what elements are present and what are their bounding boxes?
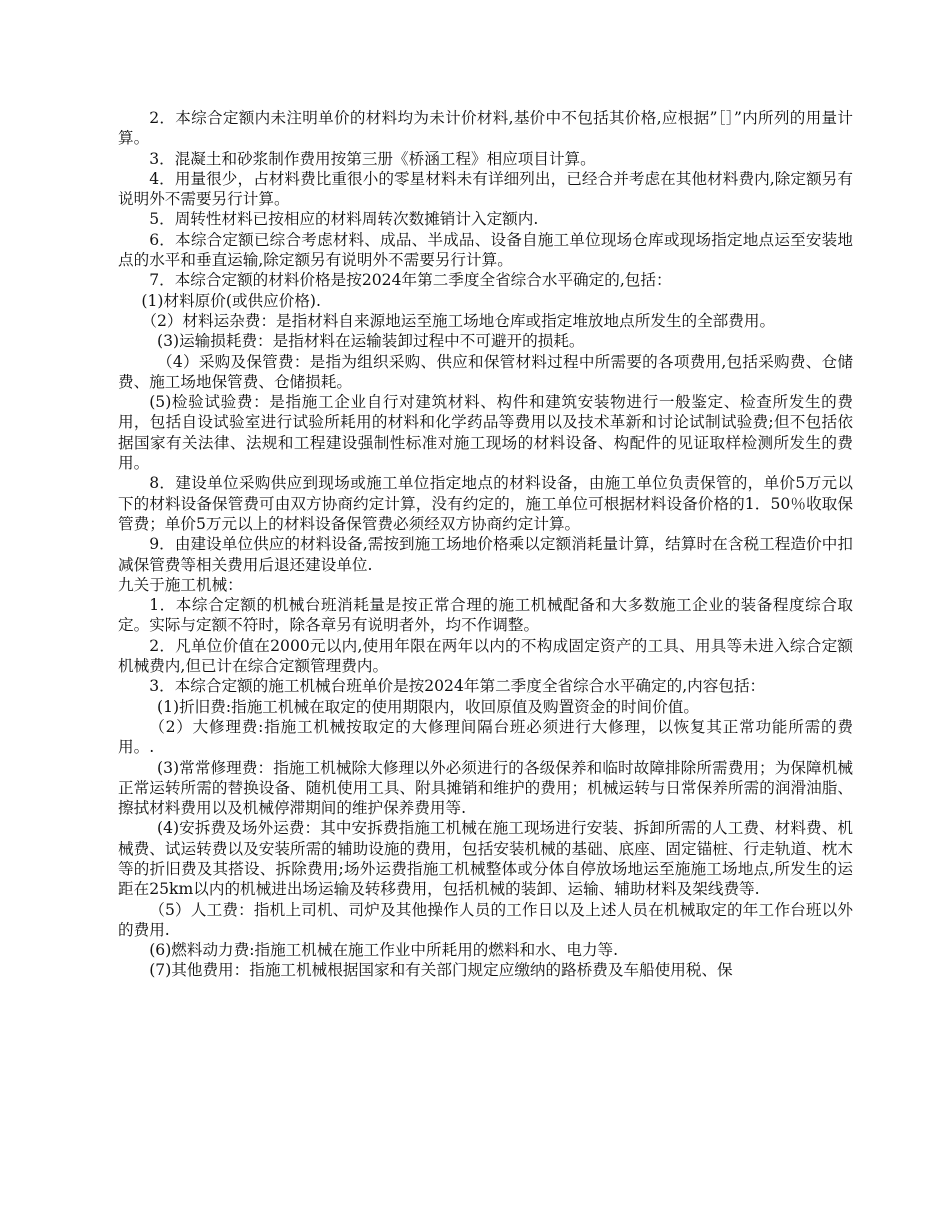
paragraph: （4）采购及保管费：是指为组织采购、供应和保管材料过程中所需要的各项费用,包括采购费、仓储费、施工场地保管费、仓储损耗。 <box>118 352 853 391</box>
paragraph: 9．由建设单位供应的材料设备,需按到施工场地价格乘以定额消耗量计算，结算时在含税工程造价中扣减保管费等相关费用后退还建设单位. <box>118 535 853 574</box>
paragraph: （2）材料运杂费：是指材料自来源地运至施工场地仓库或指定堆放地点所发生的全部费用。 <box>141 311 776 330</box>
paragraph: 6．本综合定额已综合考虑材料、成品、半成品、设备自施工单位现场仓库或现场指定地点运至安装地点的水平和垂直运输,除定额另有说明外不需要另行计算。 <box>118 230 853 270</box>
paragraph: 2．凡单位价值在2000元以内,使用年限在两年以内的不构成固定资产的工具、用具等未进入综合定额机械费内,但已计在综合定额管理费内。 <box>118 636 853 676</box>
paragraph: 2．本综合定额内未注明单价的材料均为未计价材料,基价中不包括其价格,应根据”［］”内所列的用量计算。 <box>118 109 853 148</box>
paragraph: （5）人工费：指机上司机、司炉及其他操作人员的工作日以及上述人员在机械取定的年工作台班以外的费用. <box>118 900 853 939</box>
paragraph: (4)安拆费及场外运费：其中安拆费指施工机械在施工现场进行安装、拆卸所需的人工费、材料费、机械费、试运转费以及安装所需的辅助设施的费用，包括安装机械的基础、底座、固定锚桩、行走轨道、枕木等的折旧费及其搭设、拆除费用;场外运费指施工机械整体或分体自停放场地运至施施工场地点,所发生的运距在25km以内的机械进出场运输及转移费用，包括机械的装卸、运输、辅助材料及架线费等. <box>118 819 853 899</box>
paragraph: (3)常常修理费：指施工机械除大修理以外必须进行的各级保养和临时故障排除所需费用；为保障机械正常运转所需的替换设备、随机使用工具、附具摊销和维护的费用；机械运转与日常保养所需的润滑油脂、擦拭材料费用以及机械停滞期间的维护保养费用等. <box>118 758 853 818</box>
paragraph: 4．用量很少，占材料费比重很小的零星材料未有详细列出，已经合并考虑在其他材料费内,除定额另有说明外不需要另行计算。 <box>118 169 853 209</box>
document-body <box>118 108 853 981</box>
paragraph: (1)折旧费:指施工机械在取定的使用期限内，收回原值及购置资金的时间价值。 <box>157 697 699 716</box>
paragraph: 5．周转性材料已按相应的材料周转次数摊销计入定额内. <box>149 210 539 229</box>
paragraph: 7．本综合定额的材料价格是按2024年第二季度全省综合水平确定的,包括： <box>149 271 672 290</box>
paragraph: (7)其他费用：指施工机械根据国家和有关部门规定应缴纳的路桥费及车船使用税、保 <box>149 961 733 980</box>
paragraph: 3．本综合定额的施工机械台班单价是按2024年第二季度全省综合水平确定的,内容包括： <box>149 677 766 696</box>
paragraph: （2）大修理费:指施工机械按取定的大修理间隔台班必须进行大修理，以恢复其正常功能所需的费用。. <box>118 717 853 757</box>
paragraph: 8．建设单位采购供应到现场或施工单位指定地点的材料设备，由施工单位负责保管的，单价5万元以下的材料设备保管费可由双方协商约定计算，没有约定的，施工单位可根据材料设备价格的1．50％收取保管费；单价5万元以上的材料设备保管费必须经双方协商约定计算。 <box>118 474 853 533</box>
section-heading: 九关于施工机械： <box>118 575 243 594</box>
paragraph: (3)运输损耗费：是指材料在运输装卸过程中不可避开的损耗。 <box>157 332 585 351</box>
paragraph: (1)材料原价(或供应价格). <box>141 291 321 310</box>
paragraph: (5)检验试验费：是指施工企业自行对建筑材料、构件和建筑安装物进行一般鉴定、检查所发生的费用，包括自设试验室进行试验所耗用的材料和化学药品等费用以及技术革新和讨论试制试验费;但不包括依据国家有关法律、法规和工程建设强制性标准对施工现场的材料设备、构配件的见证取样检测所发生的费用。 <box>118 393 853 473</box>
paragraph: (6)燃料动力费:指施工机械在施工作业中所耗用的燃料和水、电力等. <box>149 941 619 960</box>
paragraph: 1．本综合定额的机械台班消耗量是按正常合理的施工机械配备和大多数施工企业的装备程度综合取定。实际与定额不符时，除各章另有说明者外，均不作调整。 <box>118 596 853 635</box>
paragraph: 3．混凝土和砂浆制作费用按第三册《桥涵工程》相应项目计算。 <box>149 149 596 168</box>
